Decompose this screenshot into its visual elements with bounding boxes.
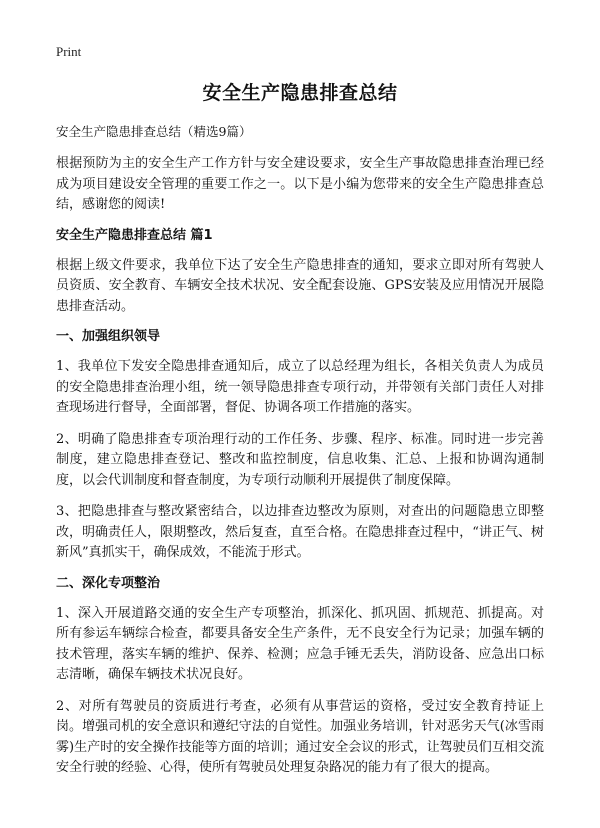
article-heading: 安全生产隐患排查总结 篇1 xyxy=(56,227,213,243)
section1-paragraph: 2、明确了隐患排查专项治理行动的工作任务、步骤、程序、标准。同时进一步完善制度，建立隐患排查登记、整改和监控制度，信息收集、汇总、上报和协调沟通制度，以会代训制度和督查制度，为专项行动顺利开展提供了制度保障。 xyxy=(56,431,544,488)
section-heading-rectification: 二、深化专项整治 xyxy=(56,575,161,591)
section-heading-organization: 一、加强组织领导 xyxy=(56,329,161,344)
article-lead-paragraph: 根据上级文件要求，我单位下达了安全生产隐患排查的通知，要求立即对所有驾驶人员资质、安全教育、车辆安全技术状况、安全配套设施、GPS安装及应用情况开展隐患排查活动。 xyxy=(56,257,544,314)
section2-paragraph: 1、深入开展道路交通的安全生产专项整治，抓深化、抓巩固、抓规范、抓提高。对所有参运车辆综合检查，都要具备安全生产条件，无不良安全行为记录；加强车辆的技术管理，落实车辆的维护、保养、检测；应急手锤无丢失，消防设备、应急出口标志清晰，确保车辆技术状况良好。 xyxy=(56,605,544,682)
document-title: 安全生产隐患排查总结 xyxy=(202,82,398,104)
print-link[interactable]: Print xyxy=(56,44,82,59)
intro-paragraph: 根据预防为主的安全生产工作方针与安全建设要求，安全生产事故隐患排查治理已经成为项目建设安全管理的重要工作之一。以下是小编为您带来的安全生产隐患排查总结，感谢您的阅读! xyxy=(56,156,544,212)
section2-paragraph: 2、对所有驾驶员的资质进行考查，必须有从事营运的资格，受过安全教育持证上岗。增强司机的安全意识和遵纪守法的自觉性。加强业务培训，针对恶劣天气(冰雪雨雾)生产时的安全操作技能等方面的培训；通过安全会议的形式，让驾驶员们互相交流安全行驶的经验、心得，使所有驾驶员处理复杂路况的能力有了很大的提高。 xyxy=(56,698,544,775)
document-subtitle: 安全生产隐患排查总结（精选9篇） xyxy=(56,124,252,139)
section1-paragraph: 1、我单位下发安全隐患排查通知后，成立了以总经理为组长，各相关负责人为成员的安全隐患排查治理小组，统一领导隐患排查专项行动，并带领有关部门责任人对排查现场进行督导，全面部署，督促、协调各项工作措施的落实。 xyxy=(56,359,544,415)
section1-paragraph: 3、把隐患排查与整改紧密结合，以边排查边整改为原则，对查出的问题隐患立即整改，明确责任人，限期整改，然后复查，直至合格。在隐患排查过程中，“讲正气、树新风”真抓实干，确保成效，不能流于形式。 xyxy=(56,504,544,560)
